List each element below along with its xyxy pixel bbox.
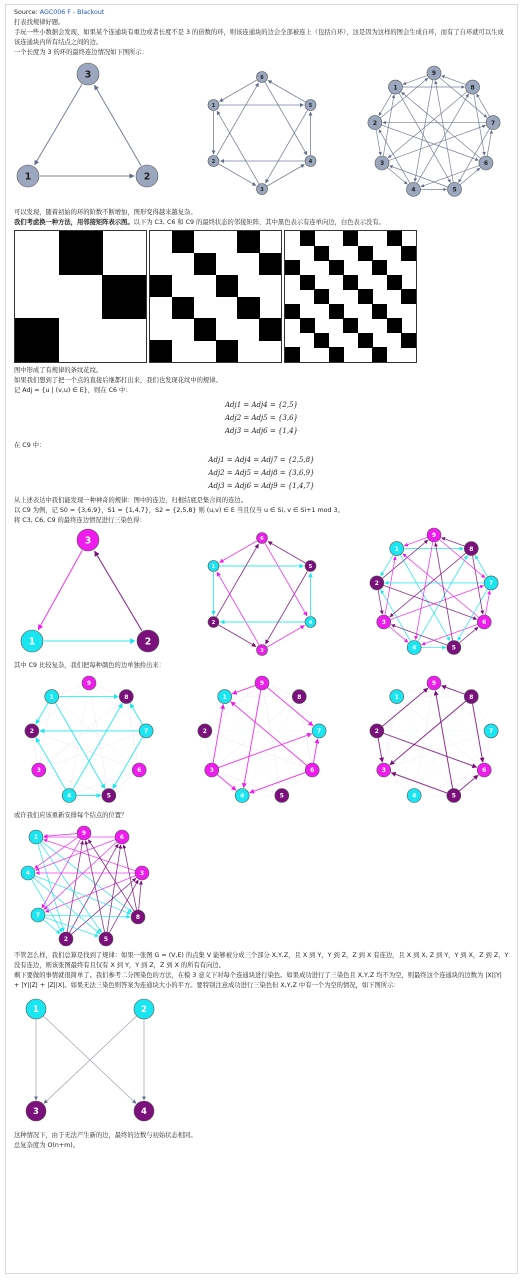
matrices-row (14, 230, 509, 363)
node-label: 9 (431, 70, 437, 78)
matrix-cell (314, 246, 329, 261)
edge (216, 544, 258, 617)
para-3: 一个长度为 3 的环的最终连边情况如下图所示： (14, 49, 148, 56)
graph-c9 (359, 58, 509, 208)
edge (417, 94, 469, 183)
node-label: 6 (309, 767, 314, 775)
node-label: 7 (489, 728, 494, 736)
node-label: 5 (451, 792, 456, 800)
node-label: 3 (379, 160, 385, 168)
matrix-cell (237, 231, 259, 253)
edge (267, 626, 304, 648)
edge (477, 94, 490, 117)
matrix-cell (285, 347, 300, 362)
edge (35, 84, 82, 164)
edge (36, 703, 48, 724)
edge (404, 537, 427, 545)
faint-edge (224, 697, 281, 796)
edge (265, 571, 307, 644)
edge (268, 81, 305, 103)
edge (435, 81, 453, 183)
equations-c9 (14, 454, 509, 493)
node-label: 3 (259, 647, 264, 654)
node-label: 2 (211, 619, 215, 626)
node-label: 5 (279, 792, 284, 800)
c9-split-row (14, 671, 509, 811)
node-label: 8 (135, 914, 141, 922)
edge (218, 734, 311, 768)
edge (124, 845, 137, 910)
edge (389, 626, 408, 642)
matrix-cell (194, 253, 216, 275)
matrix-cell (358, 289, 373, 304)
edge (45, 876, 135, 912)
colored-graph-c6 (187, 526, 337, 661)
node-label: 2 (141, 1005, 147, 1016)
node-label: 9 (259, 680, 264, 688)
node-label: 2 (374, 580, 379, 588)
matrix-cell (401, 246, 416, 261)
equation: Adj3 = Adj6 = {1,4} (225, 427, 298, 435)
matrix-c6 (149, 230, 282, 363)
edge (218, 164, 255, 186)
node-label: 8 (124, 693, 129, 701)
para-6: 图中形成了有规律的条纹花纹。 (14, 367, 103, 374)
node-label: 6 (259, 74, 264, 81)
node-label: 4 (67, 792, 72, 800)
node-label: 9 (431, 680, 437, 688)
equation: Adj1 = Adj4 = {2,5} (225, 401, 298, 409)
node-label: 6 (483, 160, 489, 168)
edge (485, 591, 489, 615)
edge (379, 93, 392, 116)
node-label: 1 (24, 171, 32, 183)
faint-edge (414, 683, 434, 796)
node-label: 8 (469, 545, 474, 553)
node-label: 2 (374, 728, 379, 736)
para-13: 其中 C9 比较复杂，我们把每种颜色的边单独拎出来： (14, 662, 165, 669)
edge (38, 550, 82, 629)
para-15: 不管怎么样，我们总算是找到了规律：如果一张图 G = (V,E) 的点集 V 能够被分成三个部分 X,Y,Z，且 X 到 Y，Y 到 Z，Z 到 X 有连边，且 X 到 X, Z 到 Y，Y 到 X，Z 到 Z，Y 没有连边，则该张图最终有且仅有 X 到 Y，Y 到 Z，Z 到 X 的所有有向边。 (14, 952, 509, 969)
edge (460, 168, 480, 185)
matrix-c3 (14, 230, 147, 363)
edge (232, 685, 255, 693)
faint-edge (39, 731, 146, 770)
c9-edges-cyan (14, 671, 164, 811)
node-label: 3 (381, 619, 386, 627)
node-label: 5 (308, 563, 312, 570)
para-16: 剩下要做的事情就很简单了。我们参考二分图染色的方法，在模 3 意义下对每个连通块进行染色。如果成功进行了三染色且 X,Y,Z 均不为空，则最终这个连通块的边数为 |X||Y| + |Y||Z| + |Z||X|。如果无法三染色则答案为连通块大小的平方。要特别注意成功进行三染色但 X,Y,Z 中有一个为空的情况，如下图所示： (14, 972, 502, 989)
matrix-cell (358, 246, 373, 261)
gray-graphs-row (14, 58, 509, 208)
edge (381, 555, 393, 576)
colored-graph-c3 (14, 526, 164, 661)
edge (383, 733, 476, 767)
node-label: 6 (119, 834, 125, 842)
para-4: 可以发现，随着初始的环的阶数不断增加，图形变得越来越复杂。 (14, 209, 197, 216)
matrix-cell (150, 275, 172, 297)
c9-edges-purple (359, 671, 509, 811)
node-label: 3 (84, 69, 92, 81)
matrix-cell (329, 304, 344, 319)
node-label: 1 (33, 1005, 39, 1016)
edge (69, 844, 118, 933)
edge (416, 542, 433, 640)
edge (387, 167, 407, 184)
node-label: 1 (49, 693, 54, 701)
source-line: Source: AGC006 F - Blackout (14, 9, 105, 16)
node-label: 2 (211, 158, 215, 165)
node-label: 3 (84, 535, 92, 547)
matrix-cell (285, 304, 300, 319)
matrix-cell (343, 275, 358, 290)
node-label: 5 (106, 792, 111, 800)
node-label: 4 (141, 1107, 147, 1118)
matrix-cell (372, 260, 387, 275)
matrix-cell (343, 318, 358, 333)
faint-edge (397, 697, 485, 770)
edge (212, 704, 222, 763)
node-label: 1 (222, 693, 227, 701)
graph-c6 (187, 58, 337, 208)
node-label: 7 (489, 580, 494, 588)
node-label: 8 (296, 693, 301, 701)
edge (390, 586, 483, 620)
edge (381, 125, 478, 160)
node-label: 2 (63, 936, 69, 944)
node-label: 9 (86, 680, 92, 688)
node-label: 7 (35, 912, 41, 920)
edge (86, 841, 105, 932)
edge (403, 75, 427, 84)
matrix-cell (216, 275, 238, 297)
para-2: 手玩一些小数据会发现，如果某个连通块有重边或者长度不是 3 的倍数的环，则该连通块的边会全部被连上（包括自环），这是因为这样的图会生成自环，而有了自环就可以生成该连通块内所有结点之间的边。 (14, 29, 504, 46)
node-label: 2 (372, 119, 377, 127)
edge (267, 165, 304, 187)
edge (31, 879, 62, 932)
edge (383, 585, 476, 619)
faint-edge (32, 731, 139, 770)
edge (472, 555, 482, 614)
node-label: 2 (143, 171, 151, 183)
edge (442, 538, 465, 546)
node-label: 1 (211, 102, 215, 109)
matrix-cell (300, 231, 315, 246)
edge (265, 110, 307, 183)
faint-edge (52, 697, 140, 770)
edge (391, 773, 447, 793)
node-label: 8 (469, 693, 474, 701)
node-label: 2 (144, 636, 152, 648)
matrix-cell (300, 275, 315, 290)
matrix-cell (172, 231, 194, 253)
edge (442, 76, 466, 85)
node-label: 4 (411, 186, 416, 194)
edge (265, 543, 307, 616)
matrix-cell (59, 231, 103, 275)
edge (217, 572, 259, 645)
faint-edge (384, 731, 491, 770)
matrix-cell (387, 275, 402, 290)
node-label: 1 (33, 834, 39, 842)
node-label: 6 (482, 619, 487, 627)
matrix-cell (314, 289, 329, 304)
edge (415, 80, 433, 182)
para-17: 这种情况下，由于无法产生新的边，最终的边数与初始状态相同。 (14, 1132, 197, 1139)
edge (95, 551, 142, 631)
matrix-cell (194, 318, 216, 340)
node-label: 7 (491, 119, 496, 127)
edge (219, 80, 256, 102)
article (5, 4, 518, 1274)
equation: Adj3 = Adj6 = Adj9 = {1,4,7} (208, 482, 315, 490)
edge (44, 834, 77, 837)
edge (442, 686, 465, 694)
edge (107, 845, 121, 932)
para-5: 我们考虑换一种方法，用邻接矩阵表示图。以下为 C3, C6 和 C9 的最终状态的邻接矩阵，其中黑色表示有连单向边，白色表示没有。 (14, 219, 385, 226)
node-label: 6 (259, 535, 264, 542)
para-1: 打表找规律好题。 (14, 19, 65, 26)
node-label: 1 (394, 545, 399, 553)
matrix-cell (329, 260, 344, 275)
c9-rearranged (14, 821, 164, 951)
edge (474, 94, 485, 155)
matrix-cell (372, 347, 387, 362)
edge (472, 703, 482, 762)
edge (130, 703, 142, 724)
edge (43, 1016, 136, 1104)
edge (399, 93, 451, 182)
equation: Adj2 = Adj5 = {3,6} (225, 414, 298, 422)
para-18: 总复杂度为 O(n+m)。 (14, 1142, 80, 1149)
para-7: 如果我们想到了把一个点的直接后继都打出来，我们也发现花纹中的规律。 (14, 377, 222, 384)
edge (216, 83, 258, 156)
equations-c6 (14, 399, 509, 438)
faint-edge (39, 697, 127, 770)
edge (268, 542, 305, 564)
node-label: 6 (482, 767, 487, 775)
node-label: 7 (316, 728, 321, 736)
colored-graphs-row (14, 526, 509, 661)
matrix-cell (329, 347, 344, 362)
matrix-cell (172, 297, 194, 319)
node-label: 1 (393, 84, 398, 92)
edge (459, 775, 478, 791)
edge (35, 840, 115, 871)
edge (389, 125, 486, 160)
matrix-cell (314, 333, 329, 348)
bipartite-example-graph (14, 991, 184, 1131)
node-label: 5 (451, 644, 456, 652)
edge (243, 690, 260, 788)
matrix-cell (387, 318, 402, 333)
edge (219, 541, 256, 563)
edge (435, 543, 452, 641)
node-label: 6 (137, 767, 142, 775)
edge (55, 703, 105, 789)
faint-edge (299, 697, 312, 770)
node-label: 1 (28, 636, 36, 648)
node-label: 2 (29, 728, 34, 736)
faint-edge (211, 697, 299, 770)
edge (459, 129, 490, 183)
node-label: 5 (308, 102, 312, 109)
node-label: 5 (103, 936, 109, 944)
edge (313, 739, 317, 763)
node-label: 9 (431, 532, 437, 540)
faint-edge (434, 683, 491, 731)
faint-edge (89, 683, 146, 731)
edge (376, 129, 381, 155)
matrix-cell (15, 318, 59, 362)
edge (95, 85, 141, 165)
matrix-cell (343, 231, 358, 246)
node-label: 3 (259, 186, 264, 193)
node-label: 4 (308, 619, 312, 626)
matrix-cell (259, 318, 281, 340)
matrix-cell (372, 304, 387, 319)
equation: Adj1 = Adj4 = Adj7 = {2,5,8} (208, 456, 315, 464)
matrix-cell (216, 340, 238, 362)
node-label: 4 (25, 870, 31, 878)
edge (139, 881, 142, 910)
matrix-cell (387, 231, 402, 246)
para-10: 从上述表达中我们能发现一种神奇的规律：图中的连边，归根结底是集合间的连边。 (14, 497, 247, 504)
edge (218, 625, 255, 647)
para-14: 或许我们应该重新安排每个结点的位置？ (14, 812, 128, 819)
equation: Adj2 = Adj5 = Adj8 = {3,6,9} (208, 469, 315, 477)
edge (400, 555, 450, 641)
para-12: 将 C3, C6, C9 的最终连边情况进行三染色得： (14, 517, 146, 524)
c9-edges-magenta (187, 671, 337, 811)
node-label: 9 (81, 830, 87, 838)
matrix-c9 (284, 230, 417, 363)
faint-edge (32, 683, 89, 731)
graph-c3 (14, 58, 164, 208)
edge (44, 1016, 137, 1104)
matrix-cell (401, 333, 416, 348)
edge (487, 130, 492, 156)
edge (217, 774, 236, 790)
edge (45, 915, 130, 917)
node-label: 1 (211, 563, 215, 570)
node-label: 1 (394, 693, 399, 701)
source-link[interactable]: AGC006 F - Blackout (39, 9, 105, 16)
node-label: 3 (381, 767, 386, 775)
matrix-cell (259, 253, 281, 275)
edge (459, 627, 478, 643)
edge (378, 738, 382, 762)
matrix-cell (285, 260, 300, 275)
node-label: 3 (209, 767, 214, 775)
faint-edge (204, 731, 311, 770)
node-label: 5 (452, 186, 457, 194)
edge (435, 691, 452, 789)
colored-graph-c9 (359, 526, 509, 661)
matrix-cell (237, 297, 259, 319)
matrix-cell (102, 275, 146, 319)
node-label: 4 (412, 792, 417, 800)
faint-edge (262, 683, 282, 796)
para-11: 以 C9 为例，记 S0 = {3,6,9}，S1 = {1,4,7}，S2 = {2,5,8} 则 (u,v) ∈ E 当且仅当 u ∈ Si, v ∈ Si+1 mod 3。 (14, 507, 344, 514)
node-label: 7 (144, 728, 149, 736)
para-8: 记 Adj = {u | (v,u) ∈ E}，则在 C6 中： (14, 387, 132, 394)
edge (88, 840, 134, 911)
edge (475, 555, 487, 576)
node-label: 3 (33, 1107, 39, 1118)
edge (382, 688, 428, 726)
matrix-cell (401, 289, 416, 304)
node-label: 2 (202, 728, 207, 736)
node-label: 8 (470, 84, 475, 92)
edge (265, 82, 307, 155)
faint-edge (204, 683, 261, 731)
node-label: 3 (139, 870, 145, 878)
edge (217, 111, 259, 184)
matrix-cell (150, 340, 172, 362)
edge (45, 917, 99, 936)
node-label: 4 (412, 644, 417, 652)
edge (378, 590, 382, 614)
matrix-cell (358, 333, 373, 348)
node-label: 3 (36, 767, 41, 775)
node-label: 4 (239, 792, 244, 800)
para-9: 在 C9 中： (14, 442, 46, 449)
matrix-cell (300, 318, 315, 333)
node-label: 4 (308, 158, 312, 165)
